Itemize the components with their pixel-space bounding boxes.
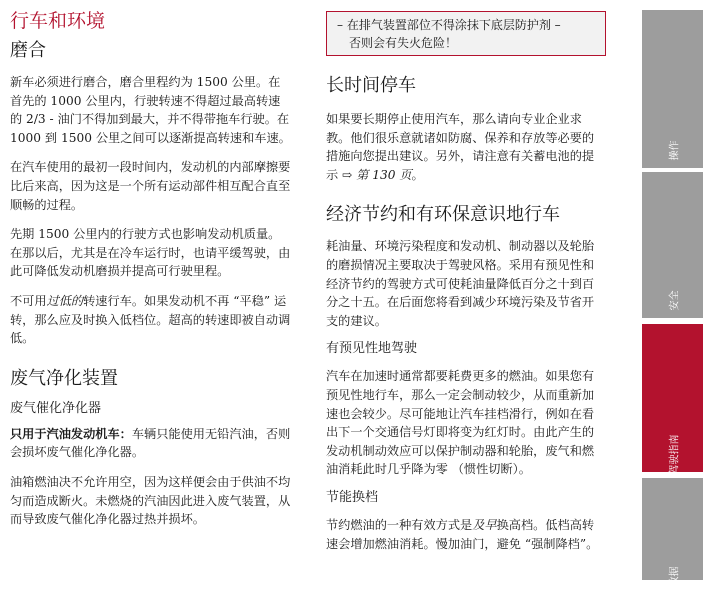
left-column	[10, 0, 292, 529]
fire-warning-box	[326, 11, 606, 56]
exhaust-heading: 废气净化装置	[10, 367, 118, 389]
eco-p3-emphasis: 及早	[472, 517, 497, 532]
exhaust-p1-bold: 只用于汽油发动机车：	[10, 426, 132, 441]
run-in-p4-post: 转速行车。如果发动机不再 “平稳” 运转，那么应及时换入低档位。超高的转速即被自动调低。	[10, 293, 291, 346]
run-in-paragraph-3: 先期 1500 公里内的行驶方式也影响发动机质量。在那以后，尤其是在冷车运行时，也请平缓驾驶，由此可降低发动机磨损并提高可行驶里程。	[10, 227, 291, 279]
run-in-heading: 磨合	[10, 40, 46, 61]
warning-line-2: 否则会有失火危险！	[349, 36, 458, 50]
tab-driving-guide-label: 驾驶指南	[669, 434, 680, 475]
section-title: 行车和环境	[10, 10, 106, 32]
exhaust-subheading: 废气催化净化器	[10, 400, 102, 416]
tab-safety[interactable]	[642, 172, 703, 318]
parking-paragraph	[326, 110, 606, 184]
run-in-p4-pre: 不可用	[10, 293, 47, 308]
eco-paragraph-1: 耗油量、环境污染程度和发动机、制动器以及轮胎的磨损情况主要取决于驾驶风格。采用有预见性和经济节约的驾驶方式可使耗油量降低百分之十到百分之十五。在后面您将看到减少环境污染及节省开支的建议。	[326, 239, 595, 328]
tab-technical-data[interactable]	[642, 478, 703, 607]
exhaust-paragraph-1	[10, 425, 292, 462]
run-in-p4-emphasis: 过低的	[46, 293, 84, 308]
eco-subheading-anticipate: 有预见性地驾驶	[326, 341, 418, 357]
page-ref-arrow-icon: ⇨	[342, 167, 353, 182]
exhaust-paragraph-2: 油箱燃油决不允许用空，因为这样便会由于供油不均匀而造成断火。未燃烧的汽油因此进入废气装置，从而导致废气催化净化器过热并损坏。	[10, 474, 291, 527]
tab-technical-data-label: 技术数据	[669, 566, 680, 607]
parking-heading: 长时间停车	[326, 75, 416, 96]
page-ref-end: 。	[411, 167, 424, 182]
eco-p3-pre: 节约燃油的一种有效方式是	[326, 517, 473, 532]
tab-operation[interactable]	[642, 10, 703, 168]
exhaust-p1-rest: 车辆只能使用无铅汽油，否则会损坏废气催化净化器。	[10, 426, 291, 460]
eco-paragraph-2: 汽车在加速时通常都要耗费更多的燃油。如果您有预见性地行车，那么一定会制动较少，从而重新加速也会较少。尽可能地让汽车挂档滑行，例如在看出下一个交通信号灯即将变为红灯时。由此产生的发动机制动效应可以保护制动器和轮胎，废气和燃油消耗此时几乎降为零 （惯性切断）。	[326, 369, 595, 477]
middle-column	[326, 0, 606, 553]
warning-line-1: – 在排气装置部位不得涂抹下底层防护剂 –	[337, 18, 561, 32]
tab-safety-label: 安全	[669, 290, 680, 311]
chapter-tabs	[642, 0, 703, 607]
run-in-paragraph-2: 在汽车使用的最初一段时间内，发动机的内部摩擦要比后来高，因为这是一个所有运动部件相互配合直至顺畅的过程。	[10, 160, 291, 212]
tab-driving-guide[interactable]	[642, 324, 703, 475]
parking-text: 如果要长期停止使用汽车，那么请向专业企业求教。他们很乐意就诸如防腐、保养和存放等必要的措施向您提出建议。另外，请注意有关蓄电池的提示	[326, 112, 595, 182]
eco-p3-post: 换高档。低档高转速会增加燃油消耗。慢加油门，避免 “强制降档”。	[326, 517, 599, 551]
eco-paragraph-3	[326, 516, 606, 553]
eco-subheading-shift: 节能换档	[326, 489, 379, 505]
run-in-paragraph-1: 新车必须进行磨合，磨合里程约为 1500 公里。在首先的 1000 公里内，行驶转速不得超过最高转速的 2/3 - 油门不得加到最大，并不得带拖车行驶。在 1000 到 1500 公里之间可以逐渐提高转速和车速。	[10, 75, 291, 145]
run-in-paragraph-4	[10, 292, 292, 348]
page-ref-link[interactable]: 第 130 页	[356, 167, 412, 182]
eco-heading: 经济节约和有环保意识地行车	[326, 204, 560, 226]
tab-operation-label: 操作	[669, 140, 680, 161]
